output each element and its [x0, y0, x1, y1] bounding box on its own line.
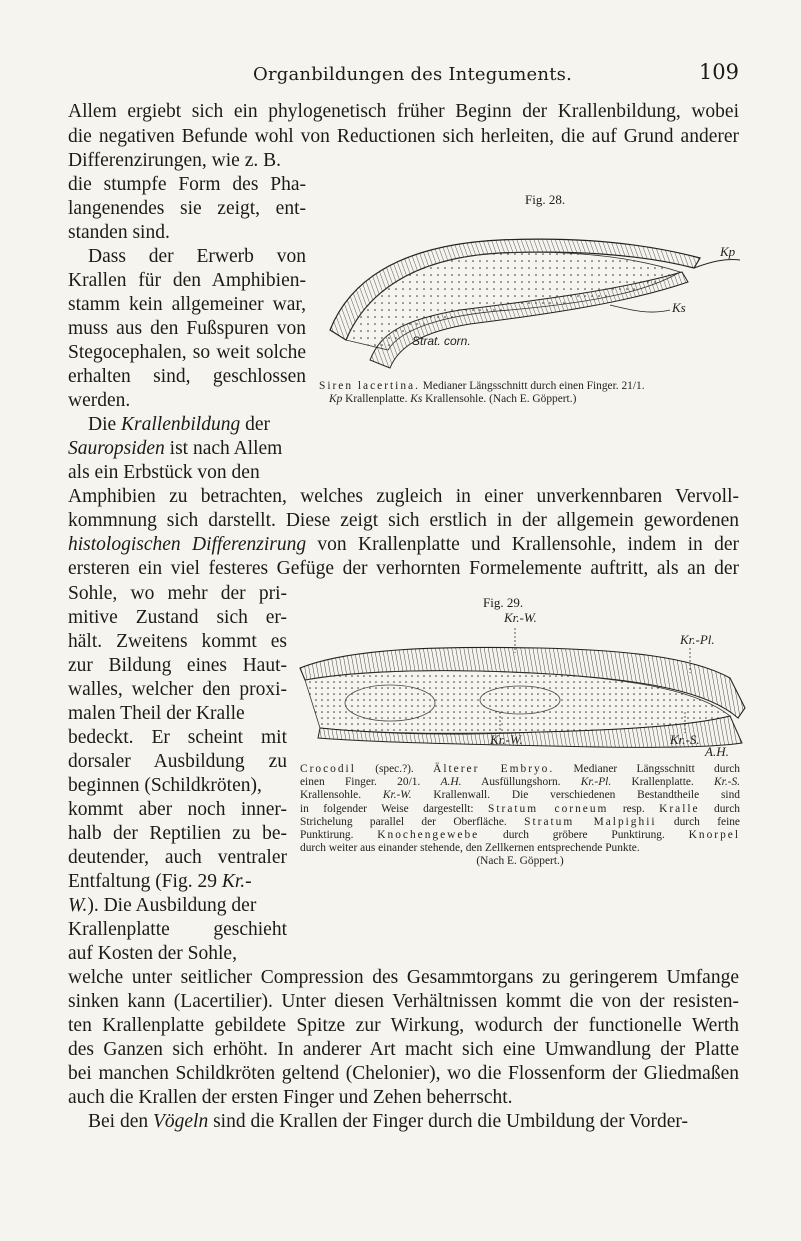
text-line: die negativen Befunde wohl von Reductionen sich herleiten, die auf Grund anderer: [68, 126, 739, 147]
text-line-sauropsiden: Sauropsiden ist nach Allem: [68, 438, 283, 459]
text-line: Stegocephalen, so weit solche: [68, 342, 306, 363]
text-line: stamm kein allgemeiner war,: [68, 294, 306, 315]
text-line: auf Kosten der Sohle,: [68, 943, 237, 964]
pointer-ks: [610, 305, 670, 312]
text-line: sinken kann (Lacertilier). Unter diesen Verhältnissen kommt die von der resisten-: [68, 991, 739, 1012]
figure-28-caption: Siren lacertina. Medianer Längsschnitt durch einen Finger. 21/1. Kp Krallenplatte. Ks Krallensohle. (Nach E. Göppert.): [319, 380, 645, 406]
text-line: hält. Zweitens kommt es: [68, 631, 287, 652]
label-krw-top: Kr.-W.: [504, 610, 537, 625]
text-line: kommt aber noch inner-: [68, 799, 287, 820]
text-line: kommnung sich darstellt. Diese zeigt sich erstlich in der allgemein gewordenen: [68, 510, 739, 531]
text-line: ersteren ein viel festeres Gefüge der verhornten Formelemente auftritt, als an der: [68, 558, 739, 579]
figure-28-illustration: [310, 210, 750, 370]
label-krpl: Kr.-Pl.: [680, 632, 715, 647]
text-line: Sohle, wo mehr der pri-: [68, 583, 287, 604]
figure-29-label: Fig. 29.: [483, 595, 524, 610]
text-line: halb der Reptilien zu be-: [68, 823, 287, 844]
text-line: deutender, auch ventraler: [68, 847, 287, 868]
text-line: die stumpfe Form des Pha-: [68, 174, 306, 195]
text-line-ausbildung: W.). Die Ausbildung der: [68, 895, 257, 916]
label-strat-corn: Strat. corn.: [412, 334, 471, 348]
text-line: beginnen (Schildkröten),: [68, 775, 262, 796]
text-line: malen Theil der Kralle: [68, 703, 245, 724]
text-line: welche unter seitlicher Compression des Gesammtorgans zu geringerem Umfange: [68, 967, 739, 988]
label-ah: A.H.: [705, 744, 729, 758]
text-line: dorsaler Ausbildung zu: [68, 751, 287, 772]
label-krs: Kr.-S.: [670, 732, 700, 747]
text-line: ten Krallenplatte gebildete Spitze zur Wirkung, wodurch der functionelle Werth: [68, 1015, 739, 1036]
text-line: auch die Krallen der ersten Finger und Zehen beherrscht.: [68, 1087, 513, 1108]
text-line: Allem ergiebt sich ein phylogenetisch früher Beginn der Krallenbildung, wobei: [68, 101, 739, 122]
text-line-voegel: Bei den Vögeln sind die Krallen der Finger durch die Umbildung der Vorder-: [88, 1111, 688, 1132]
figure-28-label: Fig. 28.: [525, 192, 566, 207]
page-number: 109: [698, 60, 739, 84]
text-line: langenendes sie zeigt, ent-: [68, 198, 306, 219]
text-line: Krallen für den Amphibien-: [68, 270, 306, 291]
label-ks: Ks: [672, 300, 686, 315]
text-line: zur Bildung eines Haut-: [68, 655, 287, 676]
text-line: werden.: [68, 390, 131, 411]
running-header: [0, 60, 801, 90]
text-line: muss aus den Fußspuren von: [68, 318, 306, 339]
text-line: Dass der Erwerb von: [88, 246, 306, 267]
text-line-histologischen: histologischen Differenzirung von Krallenplatte und Krallensohle, indem in der: [68, 534, 739, 555]
text-line: mitive Zustand sich er-: [68, 607, 287, 628]
text-line: walles, welcher den proxi-: [68, 679, 287, 700]
pointer-kp: [694, 259, 740, 268]
figure-29-illustration: [290, 608, 760, 758]
text-line: erhalten sind, geschlossen: [68, 366, 306, 387]
text-line: Amphibien zu betrachten, welches zugleich in einer unverkennbaren Vervoll-: [68, 486, 739, 507]
label-kp: Kp: [720, 244, 736, 259]
text-line-entfaltung: Entfaltung (Fig. 29 Kr.-: [68, 871, 252, 892]
text-line: Krallenplatte geschieht: [68, 919, 287, 940]
text-line: des Ganzen sich erhöht. In anderer Art macht sich eine Umwandlung der Platte: [68, 1039, 739, 1060]
text-line: bedeckt. Er scheint mit: [68, 727, 287, 748]
text-line: Differenzirungen, wie z. B.: [68, 150, 281, 171]
figure-29-caption: Crocodil (spec.?). Älterer Embryo. Medianer Längsschnitt durch einen Finger. 20/1. A.H. Ausfüllungshorn. Kr.-Pl. Krallenplatte. Kr.-S. Krallensohle. Kr.-W. Krallenwall. Die verschiedenen Bestandtheile sind in folgender Weise dargestellt: Stratum corneum resp. Kralle durch Strichelung parallel der Oberfläche. Stratum Malpighii durch feine Punktirung. Knochengewebe durch gröbere Punktirung. Knorpel durch weiter aus einander stehende, den Zellkernen entsprechende Punkte. (Nach E. Göppert.): [300, 763, 740, 868]
text-line: als ein Erbstück von den: [68, 462, 260, 483]
text-line-krallenbildung: Die Krallenbildung der: [88, 414, 270, 435]
running-title: Organbildungen des Integuments.: [253, 64, 572, 85]
text-line: standen sind.: [68, 222, 170, 243]
label-krw-bottom: Kr.-W.: [490, 732, 523, 747]
text-line: bei manchen Schildkröten geltend (Chelonier), wo die Flossenform der Gliedmaßen: [68, 1063, 739, 1084]
